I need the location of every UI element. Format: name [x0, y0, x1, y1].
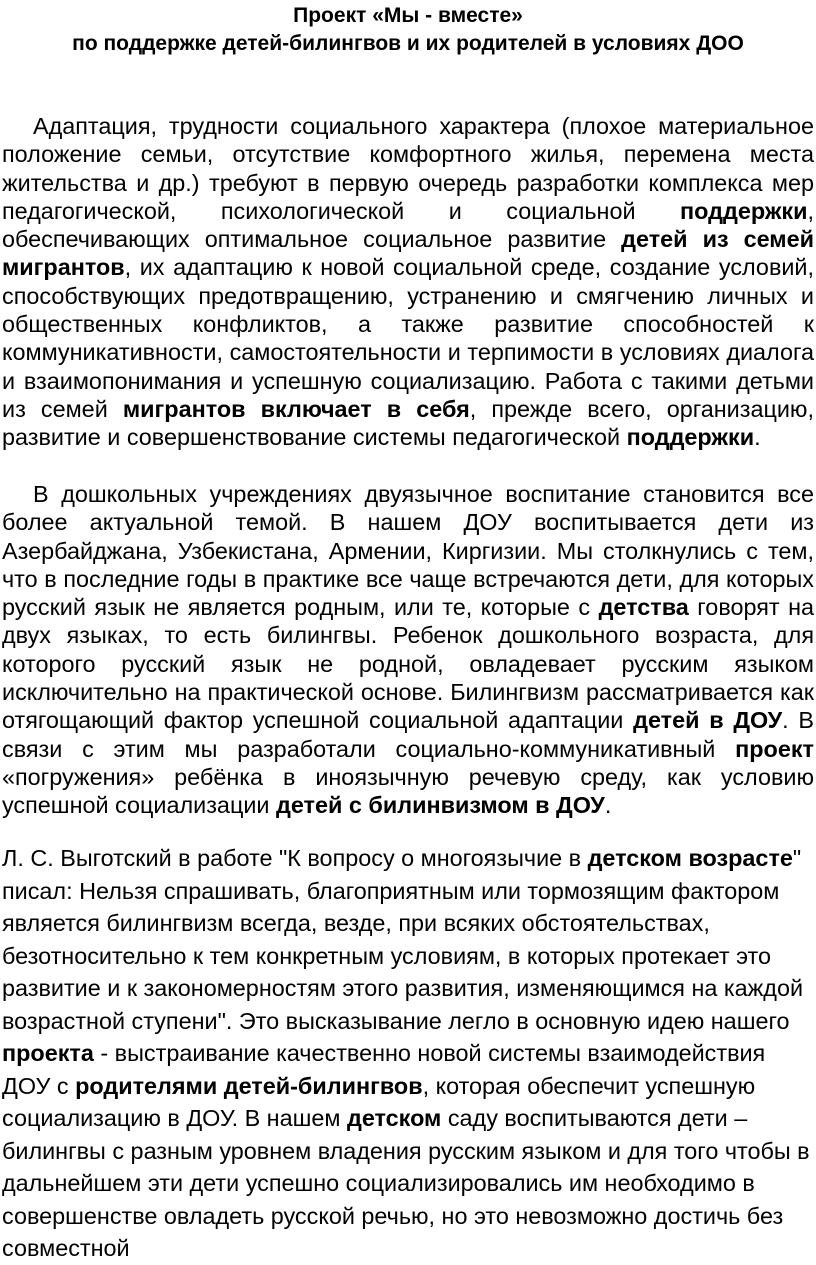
document-subtitle: по поддержке детей-билингвов и их родителей в условиях ДОО [72, 32, 744, 55]
body-text-run: - выстраивание качественно новой системы взаимодействия ДОУ с [2, 1040, 766, 1099]
body-text-run: , прежде всего, организацию, развитие и совершенствование системы педагогической [2, 395, 814, 451]
emphasis-text: проекта [2, 1040, 94, 1066]
body-text-run: " писал: Нельзя спрашивать, благоприятным или тормозящим фактором является билингвизм всегда, везде, при всяких обстоятельствах, безотносительно к тем конкретным условиям, в которых протекает это развитие и к закономерностям этого развития, изменяющимся на каждой возрастной ступени". Это высказывание легло в основную идею нашего [2, 845, 804, 1034]
emphasis-text: детей в ДОУ [633, 707, 783, 734]
emphasis-text: детском возрасте [587, 845, 793, 871]
body-text-run: В дошкольных учреждениях двуязычное воспитание становится все более актуальной темой. В нашем ДОУ воспитывается дети из Азербайджана, Узбекистана, Армении, Киргизии. Мы столкнулись с тем, что в последние годы в практике все чаще встречаются дети, для которых русский язык не является родным, или те, которые с [2, 481, 814, 621]
paragraph-vygotsky-quote [2, 842, 814, 1265]
emphasis-text: поддержки [680, 197, 808, 224]
emphasis-text: детства [598, 594, 689, 621]
emphasis-text: мигрантов включает в себя [122, 395, 470, 422]
body-text-run: . В связи с этим мы разработали социально-коммуникативный [2, 707, 814, 762]
body-text-run: говорят на двух языках, то есть билингвы. Ребенок дошкольного возраста, для которого русский язык не родной, овладевает русским языком исключительно на практической основе. Билингвизм рассматривается как отягощающий фактор успешной социальной адаптации [2, 594, 815, 734]
body-text-run: , которая обеспечит успешную социализацию в ДОУ. В нашем [2, 1072, 756, 1131]
body-text-run: . [754, 424, 761, 451]
body-text-run: Адаптация, трудности социального характера (плохое материальное положение семьи, отсутствие комфортного жилья, перемена места жительства и др.) требуют в первую очередь разработки комплекса мер педагогической, психологической и социальной [2, 113, 814, 224]
body-text-run: саду воспитываются дети – билингвы с разным уровнем владения русским языком и для того чтобы в дальнейшем эти дети успешно социализировались им необходимо в совершенстве овладеть русской речью, но это невозможно достичь без совместной [2, 1105, 810, 1261]
body-text-run: , их адаптацию к новой социальной среде, создание условий, способствующих предотвращению, устранению и смягчению личных и общественных конфликтов, а также развитие способностей к коммуникативности, самостоятельности и терпимости в условиях диалога и взаимопонимания и успешную социализацию. Работа с такими детьми из семей [2, 254, 814, 422]
emphasis-text: поддержки [626, 424, 755, 451]
document-title: Проект «Мы - вместе» [293, 4, 523, 27]
emphasis-text: детей из семей мигрантов [2, 226, 815, 281]
emphasis-text: детском [346, 1105, 442, 1131]
body-text-run: «погружения» ребёнка в иноязычную речевую среду, как условию успешной социализации [2, 763, 814, 819]
emphasis-text: детей с билинвизмом в ДОУ [275, 792, 605, 819]
emphasis-text: проект [735, 735, 814, 762]
paragraph-adaptation [2, 112, 814, 452]
emphasis-text: родителями детей-билингвов [75, 1072, 423, 1099]
body-text-run: Л. С. Выготский в работе "К вопросу о многоязычие в [2, 845, 588, 871]
paragraph-bilingual-education [2, 480, 814, 820]
body-text-run: , обеспечивающих оптимальное социальное развитие [2, 197, 814, 253]
body-text-run: . [604, 792, 612, 819]
